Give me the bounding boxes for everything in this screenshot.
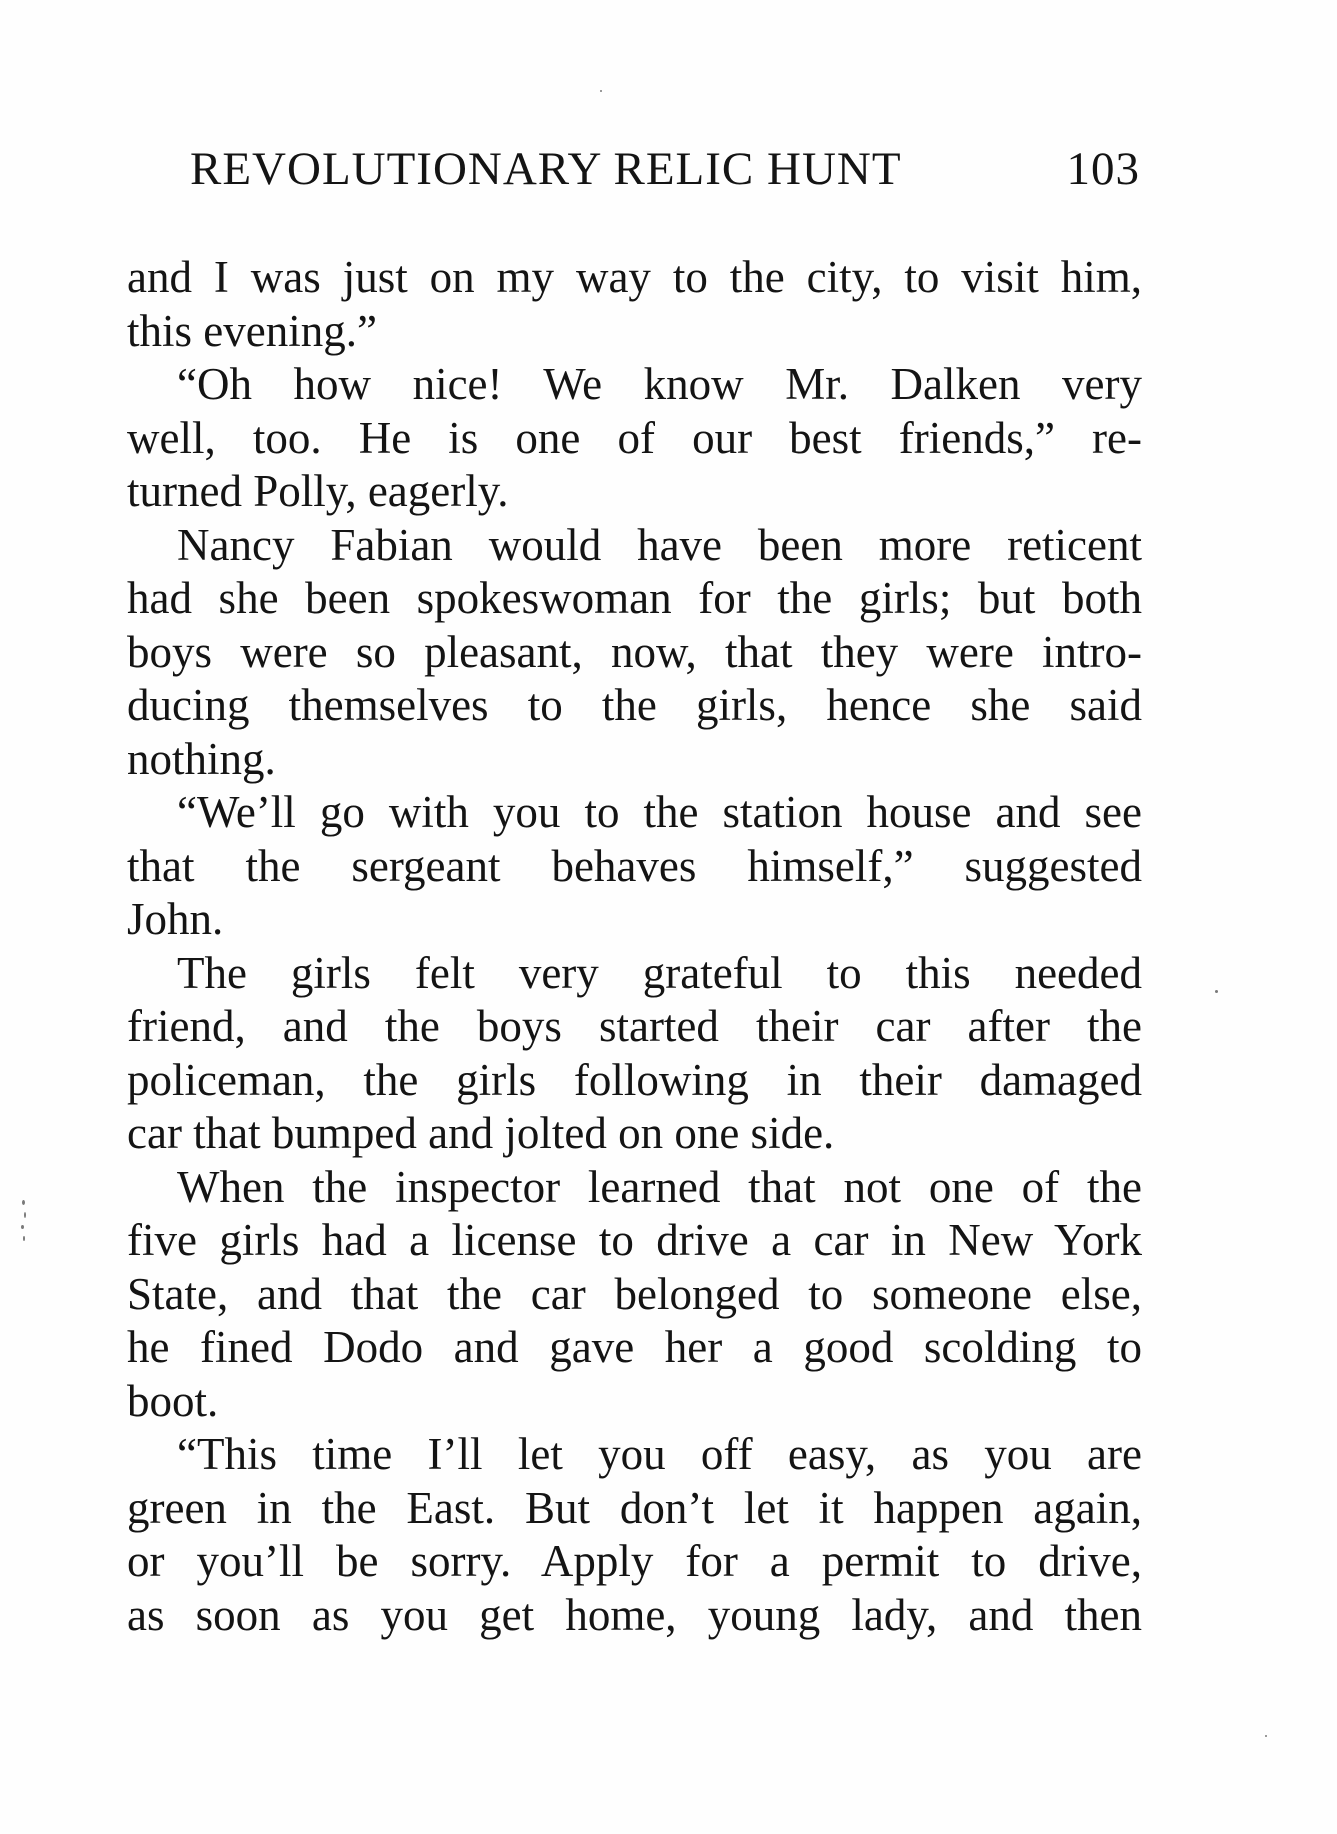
text-line: The girls felt very grateful to this needed [177, 947, 1142, 998]
text-line: “We’ll go with you to the station house and see [177, 787, 1142, 837]
text-line: boot. [127, 1375, 219, 1426]
text-line: nothing. [127, 733, 276, 784]
text-line: car that bumped and jolted on one side. [127, 1108, 835, 1158]
text-line: “Oh how nice! We know Mr. Dalken very [177, 359, 1142, 409]
text-line: this evening.” [127, 305, 377, 356]
text-line: had she been spokeswoman for the girls; but both [127, 573, 1142, 623]
text-line: five girls had a license to drive a car in New York [127, 1215, 1142, 1265]
text-line: ducing themselves to the girls, hence she said [127, 680, 1142, 730]
scan-speck [600, 90, 602, 92]
scan-speck [22, 1200, 25, 1205]
text-line: well, too. He is one of our best friends,” re- [127, 412, 1142, 463]
text-line: When the inspector learned that not one of the [177, 1161, 1142, 1212]
text-line: as soon as you get home, young lady, and then [127, 1589, 1142, 1640]
text-line: green in the East. But don’t let it happen again, [127, 1482, 1142, 1533]
scan-speck [1265, 1735, 1267, 1737]
text-line: friend, and the boys started their car after the [127, 1001, 1142, 1051]
text-line: “This time I’ll let you off easy, as you are [177, 1429, 1142, 1479]
text-line: State, and that the car belonged to someone else, [127, 1268, 1142, 1319]
text-line: turned Polly, eagerly. [127, 466, 509, 516]
scan-speck [24, 1212, 26, 1218]
text-line: he fined Dodo and gave her a good scolding to [127, 1322, 1142, 1372]
body-text [127, 251, 1142, 1642]
text-line: or you’ll be sorry. Apply for a permit to drive, [127, 1536, 1142, 1586]
text-line: policeman, the girls following in their damaged [127, 1054, 1142, 1105]
running-title: REVOLUTIONARY RELIC HUNT [190, 143, 902, 195]
text-line: boys were so pleasant, now, that they were intro- [127, 626, 1142, 677]
text-line: John. [127, 894, 224, 944]
scan-speck [21, 1225, 24, 1229]
running-head [190, 142, 1140, 202]
page-number: 103 [1066, 143, 1140, 195]
text-line: and I was just on my way to the city, to visit him, [127, 252, 1142, 302]
scan-speck [1215, 990, 1218, 993]
scan-speck [23, 1236, 25, 1241]
text-line: Nancy Fabian would have been more reticent [177, 519, 1142, 570]
text-line: that the sergeant behaves himself,” suggested [127, 840, 1142, 891]
